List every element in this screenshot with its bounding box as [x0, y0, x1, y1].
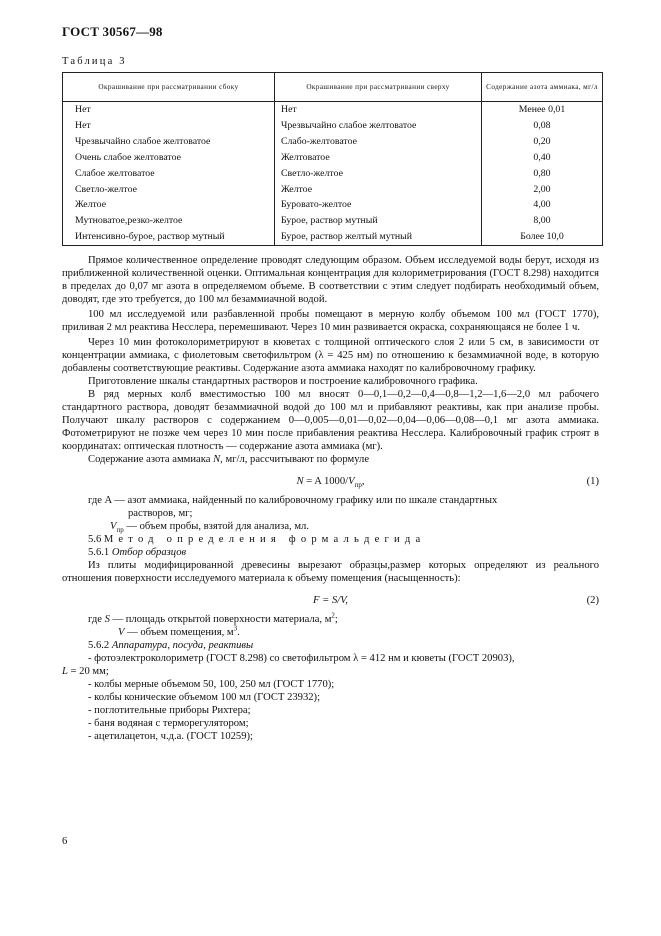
paragraph: Приготовление шкалы стандартных растворов и построение калибровочного графика. [88, 376, 478, 387]
subscript: пр [116, 526, 124, 535]
list-item: - колбы конические объемом 100 мл (ГОСТ 23932); [88, 692, 321, 703]
table-row [63, 182, 603, 198]
cell-top-color: Бурое, раствор желтый мутный [275, 229, 482, 245]
cell-top-color: Светло-желтое [275, 166, 482, 182]
variable: V [118, 627, 125, 638]
table-header-top: Окрашивание при рассматривании сверху [275, 73, 482, 102]
page-number: 6 [62, 836, 68, 847]
table-header-content: Содержание азота аммиака, мг/л [482, 73, 603, 102]
table-row [63, 166, 603, 182]
cell-top-color: Бурое, раствор мутный [275, 213, 482, 229]
table-row [63, 134, 603, 150]
table-row [63, 197, 603, 213]
formula-number: (1) [586, 476, 599, 487]
text-run: , мг/л, рассчитывают по формуле [220, 454, 370, 465]
table-row [63, 229, 603, 245]
table-row [63, 213, 603, 229]
section-heading [62, 533, 599, 546]
formula-legend [62, 626, 599, 639]
formula-legend: где A — азот аммиака, найденный по калибровочному графику или по шкале стандартных [88, 495, 498, 506]
ammonia-color-table [62, 72, 603, 246]
cell-nitrogen-content: 2,00 [482, 182, 603, 198]
paragraph: Прямое количественное определение проводят следующим образом. Объем исследуемой воды берут, исходя из приближенной количественной оценки. Оптимальная концентрация для колориметрирования (ГОСТ 8.298) находится в пределах до 0,07 мг азота в определяемом объеме. В соответствии с этим следует подбирать необходимый объем, доводят, где это требуется, до 100 мл безаммиачной водой. [62, 255, 599, 305]
table-row [63, 150, 603, 166]
table-header-side: Окрашивание при рассматривании сбоку [63, 73, 275, 102]
variable: N [213, 454, 221, 465]
subsection-heading [62, 639, 599, 652]
formula-text: F = S/V, [313, 595, 348, 606]
section-number: 5.6 [88, 534, 104, 545]
list-item: - ацетилацетон, ч.д.а. (ГОСТ 10259); [88, 731, 253, 742]
variable: L [62, 666, 68, 677]
cell-top-color: Нет [275, 102, 482, 118]
document-header: ГОСТ 30567—98 [62, 24, 163, 39]
text-run: ; [334, 614, 338, 625]
paragraph: 100 мл исследуемой или разбавленной пробы помещают в мерную колбу объемом 100 мл (ГОСТ 1770), приливая 2 мл реактива Несслера, перемешивают. Через 10 мин развивается окраска, сохраняющаяся не более 1 ч. [62, 309, 599, 333]
cell-top-color: Слабо-желтоватое [275, 134, 482, 150]
cell-side-color: Интенсивно-бурое, раствор мутный [63, 229, 275, 245]
table-row [63, 118, 603, 134]
cell-side-color: Светло-желтое [63, 182, 275, 198]
list-item: - поглотительные приборы Рихтера; [88, 705, 251, 716]
formula-1 [62, 468, 599, 494]
cell-nitrogen-content: 8,00 [482, 213, 603, 229]
text-run: где [88, 614, 105, 625]
variable: N [296, 476, 304, 487]
cell-nitrogen-content: Менее 0,01 [482, 102, 603, 118]
cell-side-color: Очень слабое желтоватое [63, 150, 275, 166]
section-title: Отбор образцов [111, 547, 187, 558]
list-item: - фотоэлектроколориметр (ГОСТ 8.298) со светофильтром λ = 412 нм и кюветы (ГОСТ 20903), [88, 653, 515, 664]
text-run: — объем пробы, взятой для анализа, мл. [123, 521, 309, 532]
paragraph: Через 10 мин фотоколориметрируют в кюветах с толщиной оптического слоя 2 или 5 см, в зависимости от концентрации аммиака, с фиолетовым светофильтром (λ = 425 нм) по отношению к безаммиачной воде, в которую добавлены соответствующие реактивы. Содержание азота аммиака находят по калибровочному графику. [62, 337, 599, 374]
formula-2 [62, 587, 599, 613]
text-run: — площадь открытой поверхности материала, м [109, 614, 332, 625]
cell-top-color: Желтое [275, 182, 482, 198]
variable: V [348, 476, 355, 487]
superscript: 2 [331, 611, 335, 620]
cell-side-color: Нет [63, 102, 275, 118]
variable: V [110, 521, 117, 532]
paragraph: В ряд мерных колб вместимостью 100 мл вносят 0—0,1—0,2—0,4—0,8—1,2—1,6—2,0 мл рабочего стандартного раствора, доводят безаммиачной водой до 100 мл и прибавляют реактивы, как при анализе пробы. Получают шкалу растворов с содержанием 0—0,005—0,01—0,02—0,04—0,06—0,08—0,1 мг азота аммиака. Фотометрируют не позже чем через 10 мин после прибавления реактива Несслера. Калибровочный график строят в координатах: оптическая плотность — содержание азота аммиака (мг). [62, 389, 599, 452]
cell-nitrogen-content: 4,00 [482, 197, 603, 213]
text-run: — объем помещения, м [124, 627, 234, 638]
list-item-continuation [62, 665, 599, 678]
text-run: Содержание азота аммиака [88, 454, 214, 465]
cell-side-color: Слабое желтоватое [63, 166, 275, 182]
cell-top-color: Желтоватое [275, 150, 482, 166]
superscript: 3 [233, 624, 238, 633]
section-title: Метод определения формальдегида [103, 534, 426, 545]
formula-legend [62, 520, 599, 533]
cell-side-color: Желтое [63, 197, 275, 213]
cell-nitrogen-content: 0,08 [482, 118, 603, 134]
cell-nitrogen-content: 0,20 [482, 134, 603, 150]
subscript: пр [354, 481, 362, 490]
formula-legend [62, 507, 599, 520]
cell-side-color: Мутноватое,резко-желтое [63, 213, 275, 229]
text-run: . [237, 627, 240, 638]
section-number: 5.6.2 [88, 640, 112, 651]
cell-top-color: Буровато-желтое [275, 197, 482, 213]
list-item: - колбы мерные объемом 50, 100, 250 мл (ГОСТ 1770); [88, 679, 335, 690]
list-item: - баня водяная с терморегулятором; [88, 718, 249, 729]
formula-number: (2) [586, 595, 599, 606]
subsection-heading [62, 546, 599, 559]
formula-legend [62, 613, 599, 626]
cell-nitrogen-content: 0,80 [482, 166, 603, 182]
cell-nitrogen-content: Более 10,0 [482, 229, 603, 245]
text-run: = A 1000/ [303, 476, 349, 487]
paragraph [62, 453, 599, 466]
table-row [63, 102, 603, 118]
document-body [62, 254, 599, 743]
text-run: , [361, 476, 365, 487]
text-run: растворов, мг; [128, 508, 193, 519]
cell-side-color: Чрезвычайно слабое желтоватое [63, 134, 275, 150]
cell-nitrogen-content: 0,40 [482, 150, 603, 166]
section-number: 5.6.1 [88, 547, 112, 558]
variable: S [104, 614, 110, 625]
paragraph: Из плиты модифицированной древесины вырезают образцы,размер которых определяют из реального отношения поверхности исследуемого материала к объему помещения (насыщенность): [62, 560, 599, 584]
text-run: = 20 мм; [67, 666, 109, 677]
cell-top-color: Чрезвычайно слабое желтоватое [275, 118, 482, 134]
cell-side-color: Нет [63, 118, 275, 134]
section-title: Аппаратура, посуда, реактивы [111, 640, 254, 651]
table-caption: Таблица 3 [62, 56, 127, 67]
